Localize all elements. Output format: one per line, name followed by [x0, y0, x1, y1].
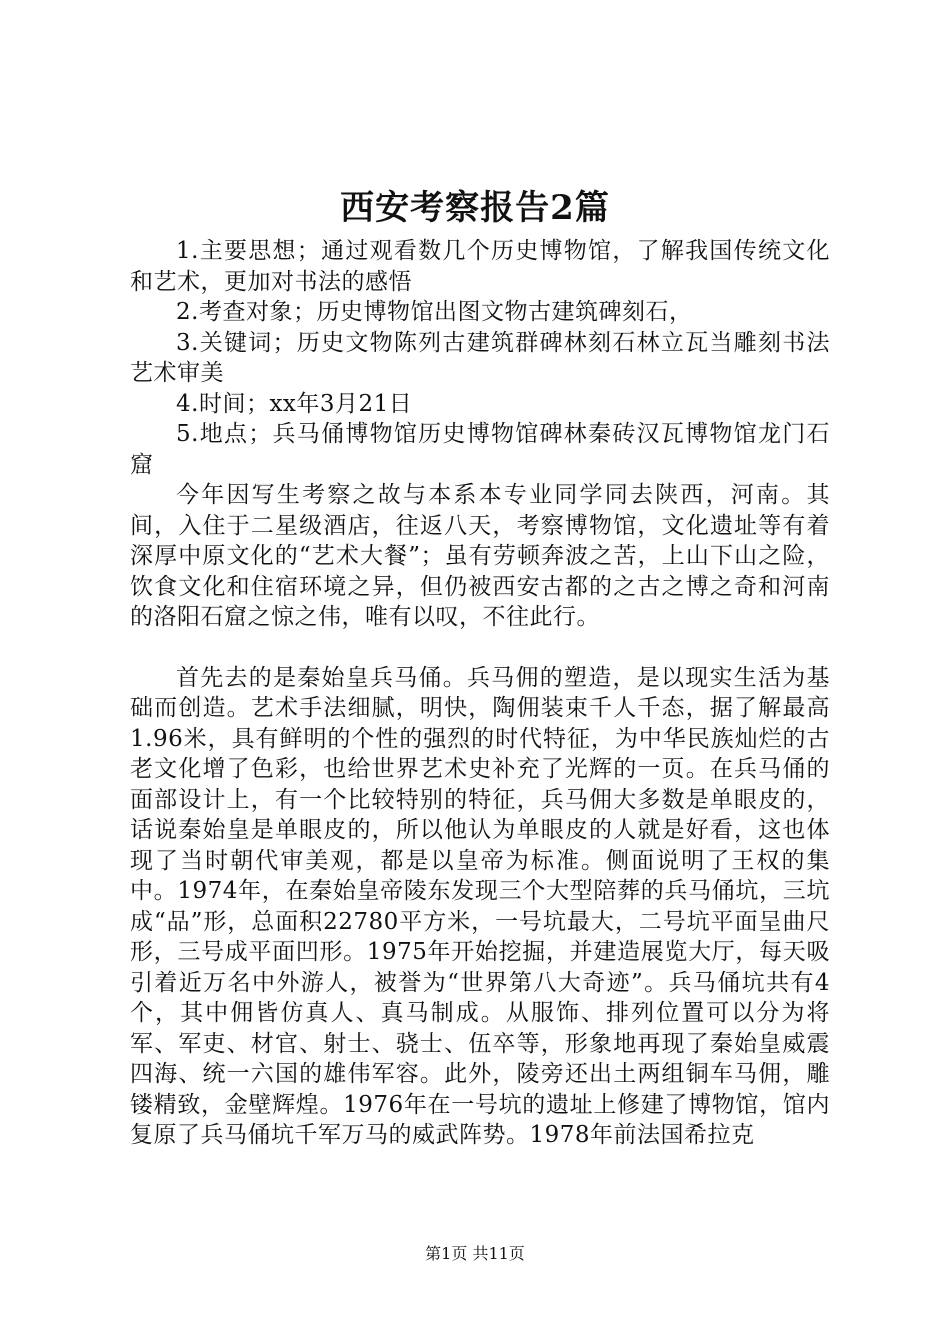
document-title: 西安考察报告2篇	[340, 188, 610, 228]
paragraph-keywords: 3.关键词；历史文物陈列古建筑群碑林刻石林立瓦当雕刻书法艺术审美	[130, 329, 830, 386]
paragraph-objects: 2.考查对象；历史博物馆出图文物古建筑碑刻石，	[176, 299, 693, 325]
paragraph-location: 5.地点；兵马俑博物馆历史博物馆碑林秦砖汉瓦博物馆龙门石窟	[130, 421, 830, 478]
document-body	[130, 236, 830, 1151]
page-footer: 第1页 共11页	[425, 1244, 525, 1263]
paragraph-terracotta: 首先去的是秦始皇兵马俑。兵马佣的塑造，是以现实生活为基础而创造。艺术手法细腻，明快，陶佣装束千人千态，据了解最高1.96米，具有鲜明的个性的强烈的时代特征，为中华民族灿烂的古老文化增了色彩，也给世界艺术史补充了光辉的一页。在兵马俑的面部设计上，有一个比较特别的特征，兵马佣大多数是单眼皮的，话说秦始皇是单眼皮的，所以他认为单眼皮的人就是好看，这也体现了当时朝代审美观，都是以皇帝为标准。侧面说明了王权的集中。1974年，在秦始皇帝陵东发现三个大型陪葬的兵马俑坑，三坑成“品”形，总面积22780平方米，一号坑最大，二号坑平面呈曲尺形，三号成平面凹形。1975年开始挖掘，并建造展览大厅，每天吸引着近万名中外游人，被誉为“世界第八大奇迹”。兵马俑坑共有4个，其中佣皆仿真人、真马制成。从服饰、排列位置可以分为将军、军吏、材官、射士、骁士、伍卒等，形象地再现了秦始皇威震四海、统一六国的雄伟军容。此外，陵旁还出土两组铜车马佣，雕镂精致，金壁辉煌。1976年在一号坑的遗址上修建了博物馆，馆内复原了兵马俑坑千军万马的威武阵势。1978年前法国希拉克	[130, 664, 830, 1148]
paragraph-time: 4.时间；xx年3月21日	[176, 390, 413, 417]
paragraph-main-idea: 1.主要思想；通过观看数几个历史博物馆，了解我国传统文化和艺术，更加对书法的感悟	[130, 238, 830, 295]
paragraph-intro: 今年因写生考察之故与本系本专业同学同去陕西，河南。其间，入住于二星级酒店，往返八天，考察博物馆，文化遗址等有着深厚中原文化的“艺术大餐”；虽有劳顿奔波之苦，上山下山之险，饮食文化和住宿环境之异，但仍被西安古都的之古之博之奇和河南的洛阳石窟之惊之伟，唯有以叹，不往此行。	[130, 482, 830, 630]
